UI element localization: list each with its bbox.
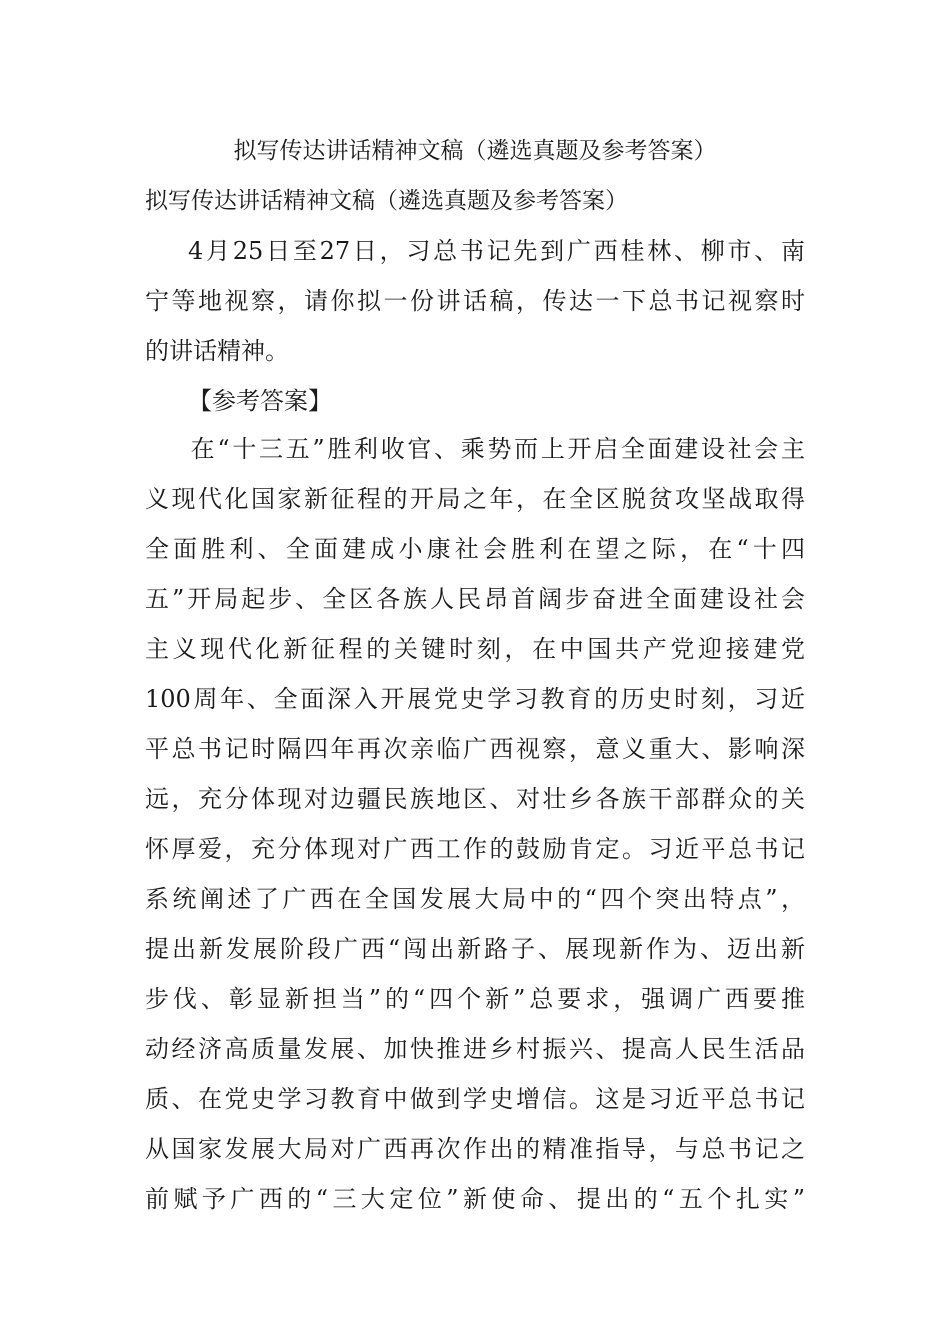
- answer-paragraph: [145, 424, 805, 1224]
- answer-line: 五”开局起步、全区各族人民昂首阔步奋进全面建设社会: [145, 585, 805, 613]
- answer-line: 远，充分体现对边疆民族地区、对壮乡各族干部群众的关: [145, 785, 805, 813]
- answer-line: 系统阐述了广西在全国发展大局中的“四个突出特点”，: [145, 885, 805, 913]
- answer-line: 全面胜利、全面建成小康社会胜利在望之际，在“十四: [145, 535, 805, 563]
- question-line: 的讲话精神。: [145, 337, 289, 365]
- answer-line: 怀厚爱，充分体现对广西工作的鼓励肯定。习近平总书记: [145, 835, 805, 863]
- answer-line: 100周年、全面深入开展党史学习教育的历史时刻，习近: [145, 685, 805, 713]
- answer-line: 在“十三五”胜利收官、乘势而上开启全面建设社会主: [188, 435, 805, 463]
- document-subtitle: 拟写传达讲话精神文稿（遴选真题及参考答案）: [145, 188, 628, 214]
- answer-line: 义现代化国家新征程的开局之年，在全区脱贫攻坚战取得: [145, 485, 805, 513]
- question-line: 宁等地视察，请你拟一份讲话稿，传达一下总书记视察时: [145, 287, 805, 315]
- answer-line: 主义现代化新征程的关键时刻，在中国共产党迎接建党: [145, 635, 805, 663]
- question-paragraph: [145, 226, 805, 376]
- answer-line: 前赋予广西的“三大定位”新使命、提出的“五个扎实”: [145, 1185, 805, 1213]
- document-title: 拟写传达讲话精神文稿（遴选真题及参考答案）: [233, 138, 717, 164]
- question-line: 4月25日至27日，习总书记先到广西桂林、柳市、南: [188, 237, 805, 265]
- answer-line: 质、在党史学习教育中做到学史增信。这是习近平总书记: [145, 1085, 805, 1113]
- answer-line: 平总书记时隔四年再次亲临广西视察，意义重大、影响深: [145, 735, 805, 763]
- answer-line: 步伐、彰显新担当”的“四个新”总要求，强调广西要推: [145, 985, 805, 1013]
- answer-line: 动经济高质量发展、加快推进乡村振兴、提高人民生活品: [145, 1035, 805, 1063]
- answer-heading-paragraph: [145, 376, 805, 426]
- answer-line: 从国家发展大局对广西再次作出的精准指导，与总书记之: [145, 1135, 805, 1163]
- answer-line: 提出新发展阶段广西“闯出新路子、展现新作为、迈出新: [145, 935, 805, 963]
- answer-heading: 【参考答案】: [188, 387, 332, 415]
